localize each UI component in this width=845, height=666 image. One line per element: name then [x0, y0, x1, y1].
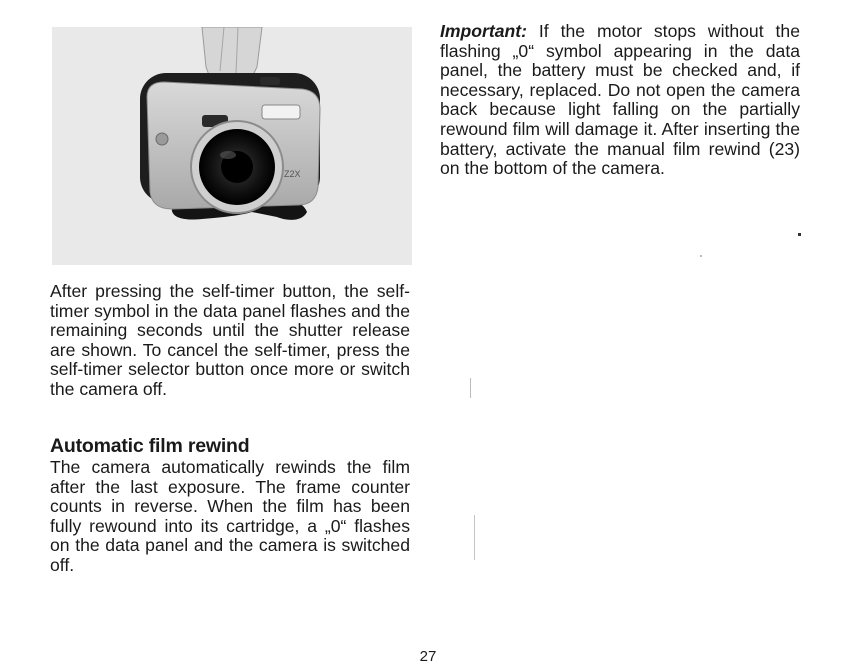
- section-heading-automatic-film-rewind: Automatic film rewind: [50, 435, 250, 457]
- shutter-button: [260, 77, 280, 85]
- scan-speck: [470, 378, 471, 398]
- important-text: If the motor stops without the flashing „0“ symbol appearing in the data panel, the battery must be checked and, if necessary, replaced. Do not open the camera back because light falling on the partially rewound film will damage it. After inserting the battery, activate the manual film rewind (23) on the bottom of the camera.: [440, 21, 800, 179]
- important-label: Important:: [440, 21, 527, 41]
- important-note: [440, 22, 800, 179]
- camera-model-label: Z2X: [284, 169, 301, 179]
- scan-speck: [700, 255, 702, 257]
- scan-speck: [474, 515, 475, 560]
- self-timer-paragraph: After pressing the self-timer button, the self-timer symbol in the data panel flashes and the remaining seconds until the shutter release are shown. To cancel the self-timer, press the self-timer selector button once more or switch the camera off.: [50, 281, 410, 399]
- page-number: 27: [419, 648, 437, 665]
- scan-speck: [798, 233, 801, 236]
- brand-logo: [156, 133, 168, 145]
- camera-photo: [52, 27, 412, 265]
- film-rewind-paragraph: The camera automatically rewinds the film after the last exposure. The frame counter counts in reverse. When the film has been fully rewound into its cartridge, a „0“ flashes on the data panel and the camera is switched off.: [50, 457, 410, 575]
- flash-window: [262, 105, 300, 119]
- camera-illustration: [52, 27, 412, 265]
